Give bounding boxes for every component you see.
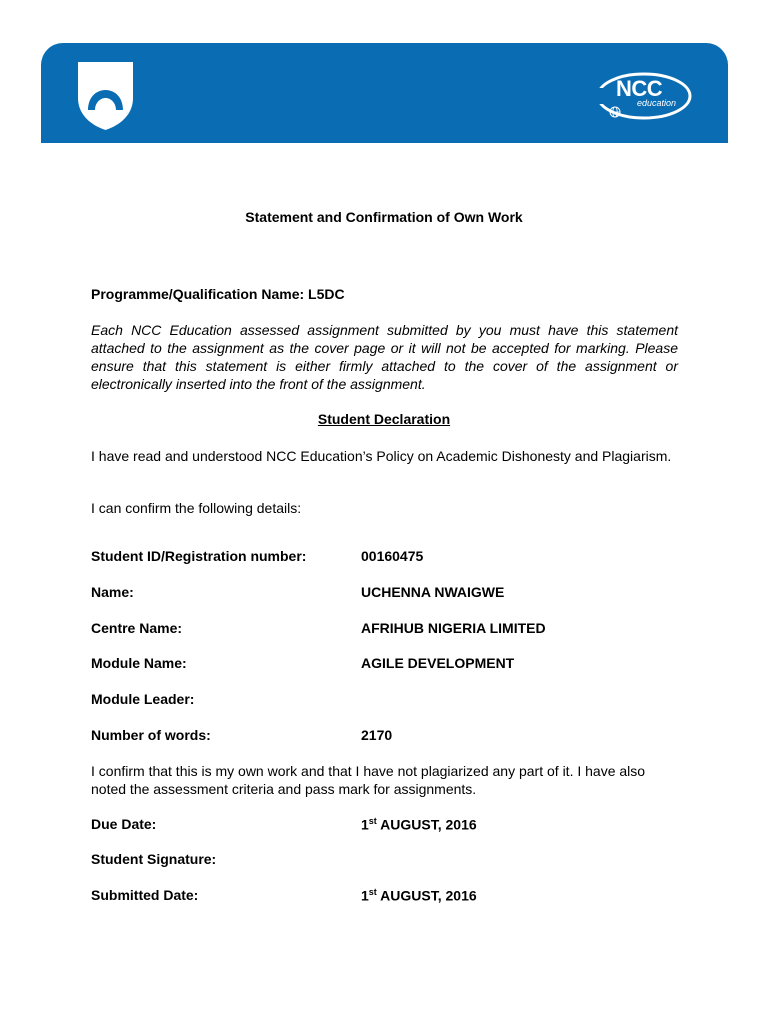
confirm-details-intro: I can confirm the following details: <box>91 500 302 516</box>
detail-label: Module Name: <box>91 655 187 671</box>
due-date-row <box>91 816 691 836</box>
detail-label: Centre Name: <box>91 620 183 636</box>
header-banner <box>41 43 728 143</box>
submitted-date-value <box>361 887 477 904</box>
date-day: 1 <box>361 816 369 833</box>
detail-row-student-id <box>91 548 691 568</box>
detail-label: Name: <box>91 584 134 600</box>
logo-sub-text: education <box>637 98 677 108</box>
policy-statement: I have read and understood NCC Education’s Policy on Academic Dishonesty and Plagiarism. <box>91 448 672 464</box>
detail-row-centre <box>91 620 691 640</box>
ncc-education-logo <box>594 66 694 126</box>
submitted-date-label: Submitted Date: <box>91 887 199 903</box>
detail-row-module-leader <box>91 691 691 711</box>
page-title: Statement and Confirmation of Own Work <box>245 209 523 225</box>
date-day: 1 <box>361 887 369 904</box>
detail-value: 00160475 <box>361 548 424 564</box>
date-ordinal-suffix: st <box>368 816 377 826</box>
globe-icon <box>609 106 621 118</box>
date-rest: AUGUST, 2016 <box>376 887 477 904</box>
detail-value: AGILE DEVELOPMENT <box>361 655 515 671</box>
signature-label: Student Signature: <box>91 851 217 867</box>
shield-logo-icon <box>78 62 133 130</box>
detail-value: AFRIHUB NIGERIA LIMITED <box>361 620 546 636</box>
student-declaration-heading: Student Declaration <box>317 411 451 427</box>
logo-brand-text: NCC <box>616 76 663 101</box>
detail-row-word-count <box>91 727 691 747</box>
own-work-confirmation: I confirm that this is my own work and that I have not plagiarized any part of it. I have also noted the assessment criteria and pass mark for assignments. <box>91 763 646 797</box>
signature-row <box>91 851 691 871</box>
detail-label: Number of words: <box>91 727 211 743</box>
detail-row-module-name <box>91 655 691 675</box>
programme-name: Programme/Qualification Name: L5DC <box>91 286 345 302</box>
due-date-value <box>361 816 477 833</box>
cover-instructions: Each NCC Education assessed assignment submitted by you must have this statement attached to the assignment as the cover page or it will not be accepted for marking. Please ensure that this statement is either firmly attached to the cover of the assignment or electronically inserted into the front of the assignment. <box>91 322 678 392</box>
date-rest: AUGUST, 2016 <box>376 816 477 833</box>
detail-row-name <box>91 584 691 604</box>
detail-label: Module Leader: <box>91 691 195 707</box>
due-date-label: Due Date: <box>91 816 157 832</box>
detail-value: 2170 <box>361 727 393 743</box>
detail-value: UCHENNA NWAIGWE <box>361 584 505 600</box>
submitted-date-row <box>91 887 691 907</box>
date-ordinal-suffix: st <box>368 887 377 897</box>
detail-label: Student ID/Registration number: <box>91 548 307 564</box>
